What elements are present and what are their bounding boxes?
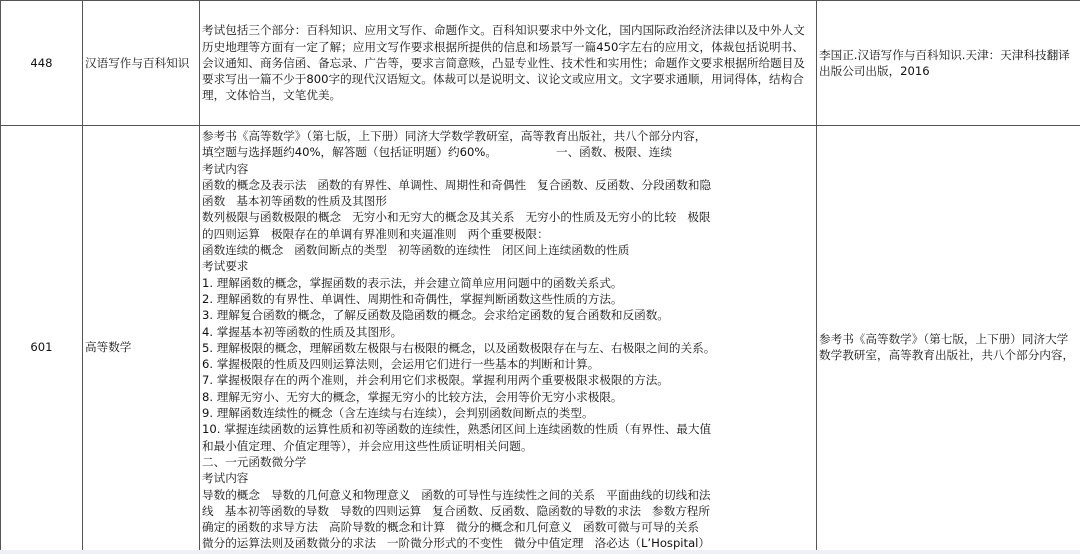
course-code-cell[interactable]: 601 — [1, 126, 83, 554]
content-line: 3. 理解复合函数的概念，了解反函数及隐函数的概念。会求给定函数的复合函数和反函数。 — [202, 308, 669, 323]
content-line: 8. 理解无穷小、无穷大的概念，掌握无穷小的比较方法，会用等价无穷小求极限。 — [202, 389, 623, 404]
content-line: 考试内容 — [202, 471, 249, 486]
content-line: 数列极限与函数极限的概念 无穷小和无穷大的概念及其关系 无穷小的性质及无穷小的比较 极限 — [202, 210, 711, 225]
exam-content-cell[interactable]: 考试包括三个部分：百科知识、应用文写作、命题作文。百科知识要求中外文化，国内国际政治经济法律以及中外人文历史地理等方面有一定了解；应用文写作要求根据所提供的信息和场景写一篇450字左右的应用文，体裁包括说明书、会议通知、商务信函、备忘录、广告等，要求言简意赅，凸显专业性、技术性和实用性；命题作文要求根据所给题目及要求写出一篇不少于800字的现代汉语短文。体裁可以是说明文、议论文或应用文。文字要求通顺，用词得体，结构合理，文体恰当，文笔优美。 — [200, 1, 817, 126]
content-line: 6. 掌握极限的性质及四则运算法则，会运用它们进行一些基本的判断和计算。 — [202, 357, 600, 372]
table-row — [1, 126, 1080, 554]
content-line: 二、一元函数微分学 — [202, 454, 307, 469]
content-line: 2. 理解函数的有界性、单调性、周期性和奇偶性，掌握判断函数这些性质的方法。 — [202, 291, 623, 306]
exam-content-cell[interactable] — [200, 126, 817, 554]
content-line: 函数 基本初等函数的性质及其图形 — [202, 194, 387, 209]
content-line: 的四则运算 极限存在的单调有界准则和夹逼准则 两个重要极限： — [202, 226, 549, 241]
content-line: 10. 掌握连续函数的运算性质和初等函数的连续性，熟悉闭区间上连续函数的性质（有界性、最大值 — [202, 422, 712, 437]
content-line: 考试要求 — [202, 259, 249, 274]
content-line: 考试内容 — [202, 161, 249, 176]
content-line: 参考书《高等数学》（第七版，上下册）同济大学数学教研室，高等教育出版社，共八个部分内容， — [202, 129, 707, 143]
content-line: 线 基本初等函数的导数 导数的四则运算 复合函数、反函数、隐函数的导数的求法 参数方程所 — [202, 503, 710, 518]
reference-book-cell[interactable]: 李国正.汉语写作与百科知识.天津：天津科技翻译出版公司出版，2016 — [817, 1, 1080, 126]
reference-book-cell[interactable]: 参考书《高等数学》（第七版，上下册）同济大学数学教研室，高等教育出版社，共八个部分内容， — [817, 126, 1080, 554]
course-code-cell[interactable]: 448 — [1, 1, 83, 126]
bottom-scroll-strip[interactable] — [0, 550, 1080, 554]
table-row — [1, 1, 1080, 126]
content-line: 1. 理解函数的概念，掌握函数的表示法，并会建立简单应用问题中的函数关系式。 — [202, 275, 623, 290]
subject-name-cell[interactable]: 高等数学 — [83, 126, 200, 554]
content-line: 4. 掌握基本初等函数的性质及其图形。 — [202, 324, 403, 339]
subject-name-cell[interactable]: 汉语写作与百科知识 — [83, 1, 200, 126]
content-line: 导数的概念 导数的几何意义和物理意义 函数的可导性与连续性之间的关系 平面曲线的切线和法 — [202, 487, 711, 502]
content-line: 7. 掌握极限存在的两个准则，并会利用它们求极限。掌握利用两个重要极限求极限的方法。 — [202, 373, 669, 388]
content-line: 9. 理解函数连续性的概念（含左连续与右连续），会判别函数间断点的类型。 — [202, 406, 594, 421]
content-line: 确定的函数的求导方法 高阶导数的概念和计算 微分的概念和几何意义 函数可微与可导的关系 — [202, 520, 699, 535]
content-line: 函数连续的概念 函数间断点的类型 初等函数的连续性 闭区间上连续函数的性质 — [202, 243, 630, 258]
content-line: 填空题与选择题约40%，解答题（包括证明题）约60%。 一、函数、极限、连续 — [202, 145, 672, 160]
content-line: 5. 理解极限的概念，理解函数左极限与右极限的概念，以及函数极限存在与左、右极限之间的关系。 — [202, 340, 716, 355]
content-line: 函数的概念及表示法 函数的有界性、单调性、周期性和奇偶性 复合函数、反函数、分段函数和隐 — [202, 177, 712, 192]
content-line: 微分的运算法则及函数微分的求法 一阶微分形式的不变性 微分中值定理 洛必达（L’Hospital） — [202, 536, 710, 551]
content-line: 和最小值定理、介值定理等），并会应用这些性质证明相关问题。 — [202, 438, 533, 453]
